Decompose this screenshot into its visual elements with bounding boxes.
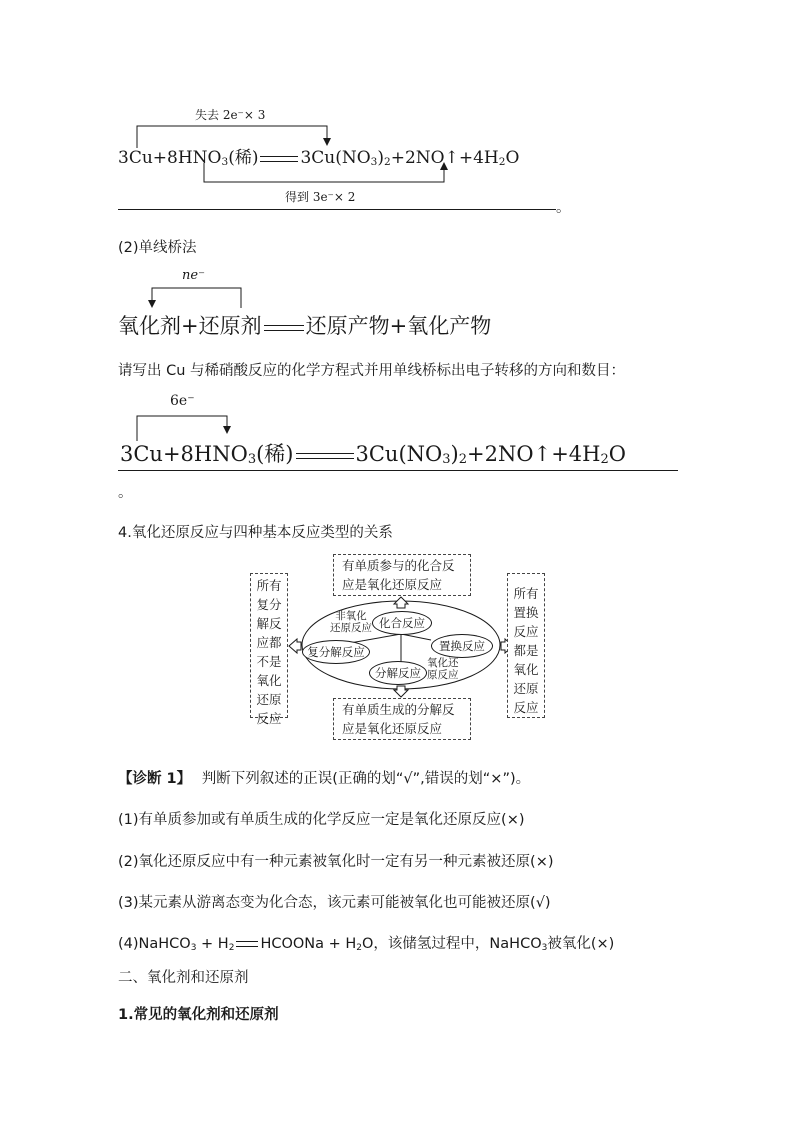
diagnosis-title: 【诊断 1】 xyxy=(118,771,192,787)
equals-sign xyxy=(236,941,258,947)
bottom-note-box: 有单质生成的分解反 应是氧化还原反应 xyxy=(333,698,471,740)
general-equation: 氧化剂+还原剂 还原产物+氧化产物 xyxy=(118,314,492,338)
top-note-box: 有单质参与的化合反 应是氧化还原反应 xyxy=(333,554,471,596)
end-mark: 。 xyxy=(556,200,571,216)
redox-label: 氧化还 原反应 xyxy=(427,657,459,681)
double-bridge-equation: $3Cu+8HNO_3$(稀) $3Cu(NO_3)_2+2NO↑+4H_2O$ xyxy=(118,148,520,168)
diagnosis-item-4: (4)NaHCO$_3$ + $H_2$ HCOONa + $H_2O$，该储氢过程中，NaHCO$_3$被氧化(×) xyxy=(118,936,615,953)
section2-subheading: 1.常见的氧化剂和还原剂 xyxy=(118,1007,279,1023)
diagnosis-instruction: 判断下列叙述的正误(正确的划“√”,错误的划“×”)。 xyxy=(201,771,531,787)
combination-reaction-oval: 化合反应 xyxy=(372,611,432,635)
right-note-box: 所有 置换 反应 都是 氧化 还原 反应 xyxy=(507,573,545,718)
diagnosis-item-2: (2)氧化还原反应中有一种元素被氧化时一定有另一种元素被还原(×) xyxy=(118,854,554,870)
diagnosis-header xyxy=(118,767,530,788)
section4-heading: 4.氧化还原反应与四种基本反应类型的关系 xyxy=(118,525,393,541)
electron-lost-label: 失去 2e⁻× 3 xyxy=(195,108,266,122)
single-bridge-equation: $3Cu+8HNO_3$(稀) $3Cu(NO_3)_2+2NO↑+4H_2O$ xyxy=(120,442,626,467)
diagnosis-item-3: (3)某元素从游离态变为化合态，该元素可能被氧化也可能被还原(√) xyxy=(118,895,551,911)
double-decomposition-oval: 复分解反应 xyxy=(302,640,370,664)
ne-label: ne⁻ xyxy=(182,268,205,283)
section2-heading: 二、氧化剂和还原剂 xyxy=(118,970,249,986)
non-redox-label: 非氧化 还原反应 xyxy=(330,610,372,634)
question-prompt: 请写出 Cu 与稀硝酸反应的化学方程式并用单线桥标出电子转移的方向和数目： xyxy=(118,363,626,379)
gas-arrow-icon: ↑ xyxy=(444,148,459,168)
six-electron-label: 6e⁻ xyxy=(170,393,195,409)
single-bridge-heading: (2)单线桥法 xyxy=(118,240,197,256)
eq-reactants: 3Cu+8HNO xyxy=(118,148,222,168)
diagnosis-item-1: (1)有单质参加或有单质生成的化学反应一定是氧化还原反应(×) xyxy=(118,812,525,828)
left-note-box: 所有 复分 解反 应都 不是 氧化 还原 反应 xyxy=(250,573,288,718)
displacement-reaction-oval: 置换反应 xyxy=(431,634,493,658)
decomposition-reaction-oval: 分解反应 xyxy=(369,661,427,685)
end-mark: 。 xyxy=(118,485,133,501)
electron-gain-label: 得到 3e⁻× 2 xyxy=(285,190,356,204)
gas-arrow-icon: ↑ xyxy=(533,442,552,466)
